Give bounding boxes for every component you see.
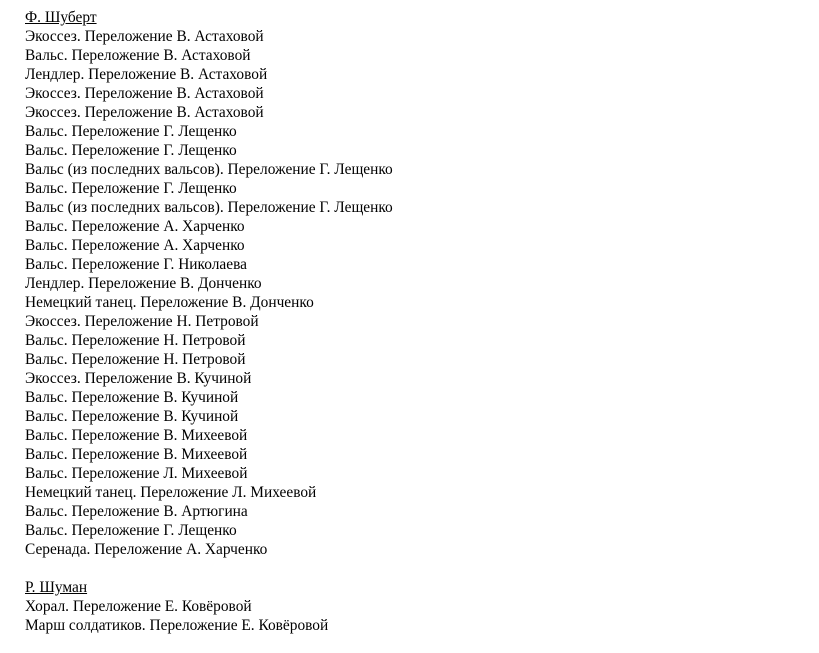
list-item: Серенада. Переложение А. Харченко xyxy=(25,541,268,558)
list-item: Хорал. Переложение Е. Ковёровой xyxy=(25,598,252,615)
list-item: Экоссез. Переложение В. Астаховой xyxy=(25,104,264,121)
list-item: Вальс. Переложение В. Михеевой xyxy=(25,446,248,463)
list-item: Лендлер. Переложение В. Донченко xyxy=(25,275,262,292)
section-spacer xyxy=(25,559,805,578)
list-item: Лендлер. Переложение В. Астаховой xyxy=(25,66,268,83)
list-item: Вальс. Переложение Л. Михеевой xyxy=(25,465,248,482)
list-item: Вальс. Переложение Г. Лещенко xyxy=(25,123,237,140)
list-item: Вальс. Переложение Г. Николаева xyxy=(25,256,247,273)
list-item: Вальс. Переложение В. Астаховой xyxy=(25,47,251,64)
list-item: Вальс. Переложение В. Артюгина xyxy=(25,503,248,520)
composer-section-schumann xyxy=(25,578,805,635)
list-item: Немецкий танец. Переложение В. Донченко xyxy=(25,294,314,311)
list-item: Вальс. Переложение А. Харченко xyxy=(25,218,245,235)
list-item: Вальс. Переложение Г. Лещенко xyxy=(25,180,237,197)
piece-list xyxy=(25,597,805,635)
list-item: Экоссез. Переложение В. Астаховой xyxy=(25,85,264,102)
list-item: Вальс (из последних вальсов). Переложение Г. Лещенко xyxy=(25,161,393,178)
list-item: Экоссез. Переложение Н. Петровой xyxy=(25,313,259,330)
list-item: Вальс. Переложение Г. Лещенко xyxy=(25,142,237,159)
list-item: Вальс. Переложение Н. Петровой xyxy=(25,351,246,368)
list-item: Вальс. Переложение В. Кучиной xyxy=(25,408,239,425)
list-item: Экоссез. Переложение В. Астаховой xyxy=(25,28,264,45)
list-item: Экоссез. Переложение В. Кучиной xyxy=(25,370,252,387)
list-item: Немецкий танец. Переложение Л. Михеевой xyxy=(25,484,317,501)
list-item: Марш солдатиков. Переложение Е. Ковёровой xyxy=(25,617,329,634)
list-item: Вальс. Переложение Г. Лещенко xyxy=(25,522,237,539)
list-item: Вальс. Переложение В. Михеевой xyxy=(25,427,248,444)
composer-heading: Ф. Шуберт xyxy=(25,9,97,26)
list-item: Вальс. Переложение В. Кучиной xyxy=(25,389,239,406)
list-item: Вальс. Переложение Н. Петровой xyxy=(25,332,246,349)
list-item: Вальс (из последних вальсов). Переложение Г. Лещенко xyxy=(25,199,393,216)
document-body xyxy=(25,8,805,635)
composer-section-schubert xyxy=(25,8,805,559)
composer-heading: Р. Шуман xyxy=(25,579,88,596)
list-item: Вальс. Переложение А. Харченко xyxy=(25,237,245,254)
piece-list xyxy=(25,27,805,559)
